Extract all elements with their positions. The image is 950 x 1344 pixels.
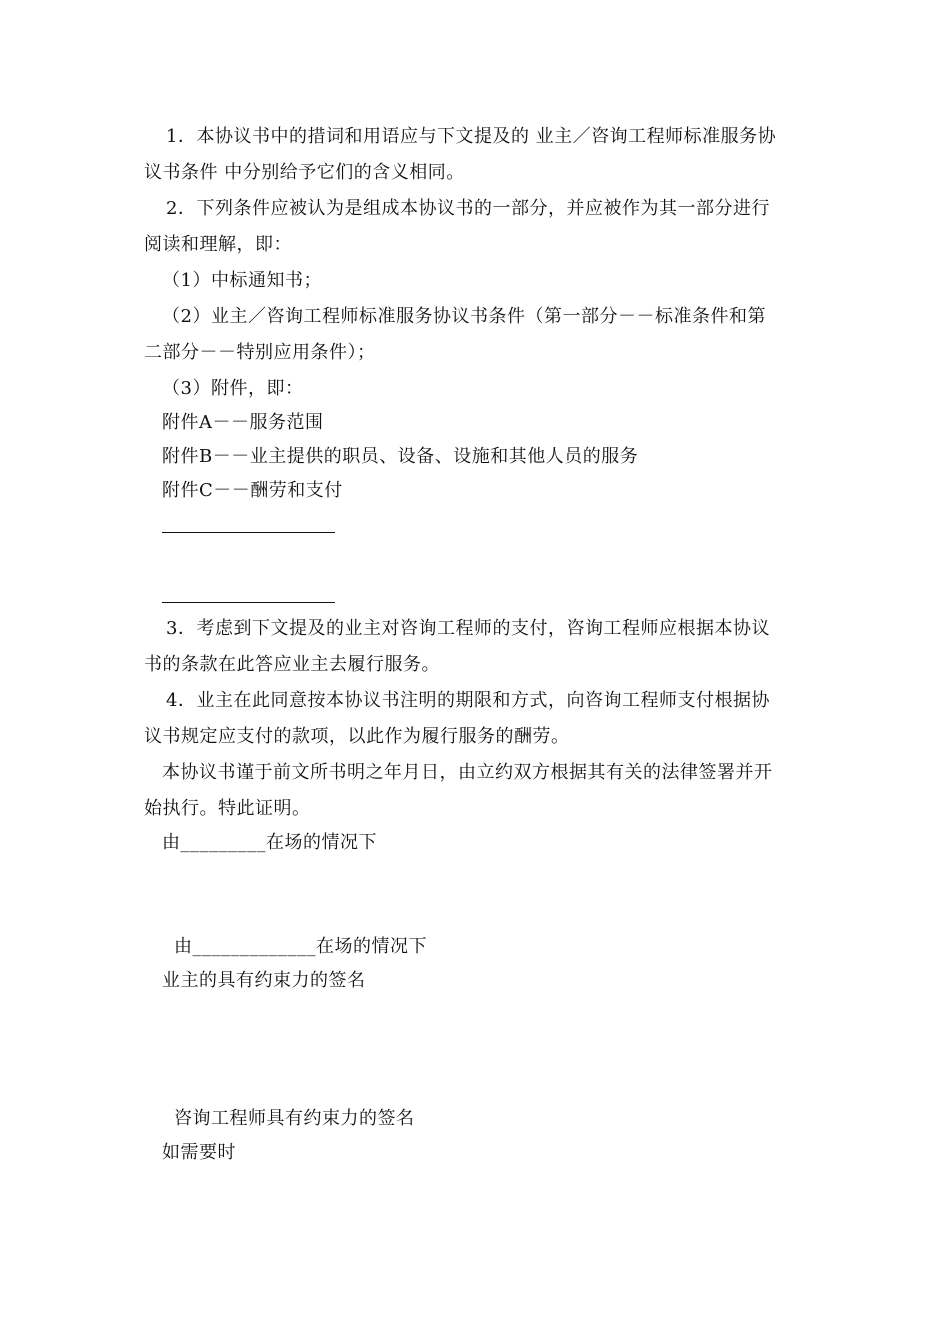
clause-1-line-1: 1．本协议书中的措词和用语应与下文提及的 业主／咨询工程师标准服务协 [166,126,777,147]
clause-1-line-2: 议书条件 中分别给予它们的含义相同。 [144,162,465,183]
annex-a: 附件A－－服务范围 [162,412,324,433]
clause-3-line-1: 3．考虑到下文提及的业主对咨询工程师的支付，咨询工程师应根据本协议 [166,618,770,639]
clause-2-line-2: 阅读和理解，即： [144,234,292,255]
item-3: （3）附件，即： [162,378,304,399]
annex-c: 附件C－－酬劳和支付 [162,480,343,501]
engineer-signature-label: 咨询工程师具有约束力的签名 [174,1108,415,1129]
clause-4-line-2: 议书规定应支付的款项，以此作为履行服务的酬劳。 [144,726,570,747]
item-1: （1）中标通知书； [162,270,322,291]
clause-3-line-2: 书的条款在此答应业主去履行服务。 [144,654,440,675]
blank-line-2 [162,602,335,603]
clause-4-line-1: 4．业主在此同意按本协议书注明的期限和方式，向咨询工程师支付根据协 [166,690,770,711]
blank-line-1 [162,532,335,533]
item-2-line-1: （2）业主／咨询工程师标准服务协议书条件（第一部分－－标准条件和第 [162,306,766,327]
closing-line-2: 始执行。特此证明。 [144,798,311,819]
presence-line-1: 由_________在场的情况下 [162,832,377,853]
clause-2-line-1: 2．下列条件应被认为是组成本协议书的一部分，并应被作为其一部分进行 [166,198,770,219]
if-required-label: 如需要时 [162,1142,236,1163]
owner-signature-label: 业主的具有约束力的签名 [162,970,366,991]
annex-b: 附件B－－业主提供的职员、设备、设施和其他人员的服务 [162,446,639,467]
item-2-line-2: 二部分－－特别应用条件）； [144,342,376,363]
presence-line-2: 由_____________在场的情况下 [174,936,427,957]
closing-line-1: 本协议书谨于前文所书明之年月日，由立约双方根据其有关的法律签署并开 [162,762,773,783]
